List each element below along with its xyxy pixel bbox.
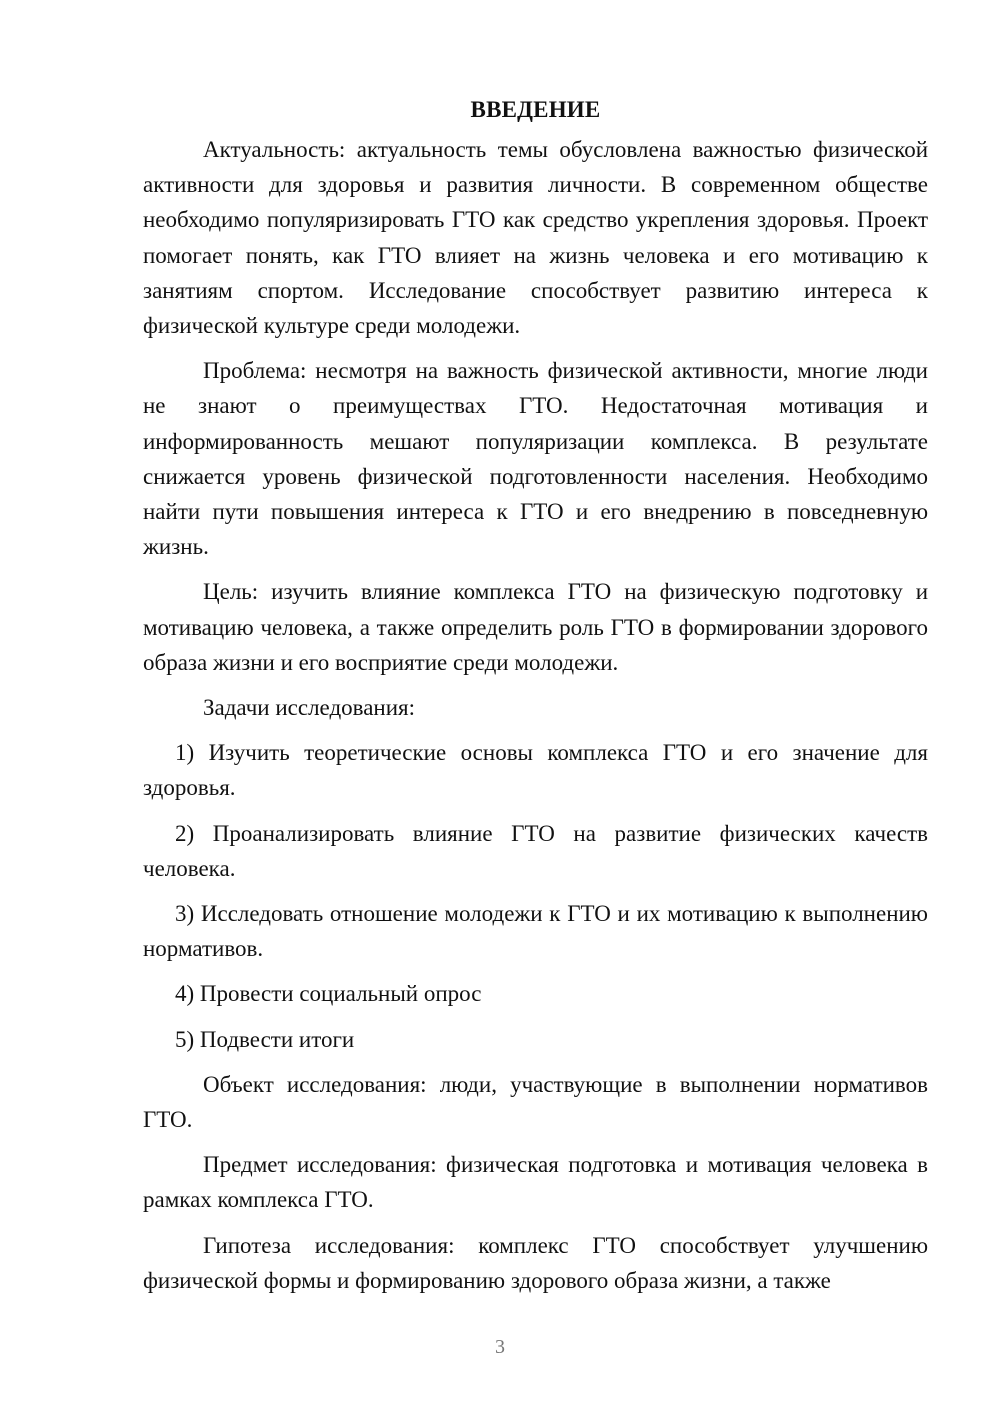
paragraph-object: Объект исследования: люди, участвующие в выполнении нормативов ГТО. xyxy=(143,1071,928,1133)
task-item-1: 1) Изучить теоретические основы комплекса ГТО и его значение для здоровья. xyxy=(143,740,928,801)
paragraph-tasks-heading: Задачи исследования: xyxy=(203,695,416,721)
task-item-2: 2) Проанализировать влияние ГТО на развитие физических качеств человека. xyxy=(143,820,928,881)
task-item-4: 4) Провести социальный опрос xyxy=(175,981,482,1007)
paragraph-problem: Проблема: несмотря на важность физической активности, многие люди не знают о преимуществах ГТО. Недостаточная мотивация и информированность мешают популяризации комплекса. В результате снижается уровень физической подготовленности населения. Необходимо найти пути повышения интереса к ГТО и его внедрению в повседневную жизнь. xyxy=(143,358,928,560)
paragraph-subject: Предмет исследования: физическая подготовка и мотивация человека в рамках комплекса ГТО. xyxy=(143,1152,928,1213)
page-number: 3 xyxy=(495,1336,505,1358)
page-title: ВВЕДЕНИЕ xyxy=(470,97,601,122)
paragraph-relevance: Актуальность: актуальность темы обусловлена важностью физической активности для здоровья и развития личности. В современном обществе необходимо популяризировать ГТО как средство укрепления здоровья. Проект помогает понять, как ГТО влияет на жизнь человека и его мотивацию к занятиям спортом. Исследование способствует развитию интереса к физической культуре среди молодежи. xyxy=(143,137,928,339)
document-page xyxy=(143,92,928,1308)
paragraph-goal: Цель: изучить влияние комплекса ГТО на физическую подготовку и мотивацию человека, а также определить роль ГТО в формировании здорового образа жизни и его восприятие среди молодежи. xyxy=(143,579,928,675)
paragraph-hypothesis: Гипотеза исследования: комплекс ГТО способствует улучшению физической формы и формированию здорового образа жизни, а также xyxy=(143,1232,928,1293)
task-item-5: 5) Подвести итоги xyxy=(175,1026,355,1052)
task-item-3: 3) Исследовать отношение молодежи к ГТО и их мотивацию к выполнению нормативов. xyxy=(143,901,928,962)
